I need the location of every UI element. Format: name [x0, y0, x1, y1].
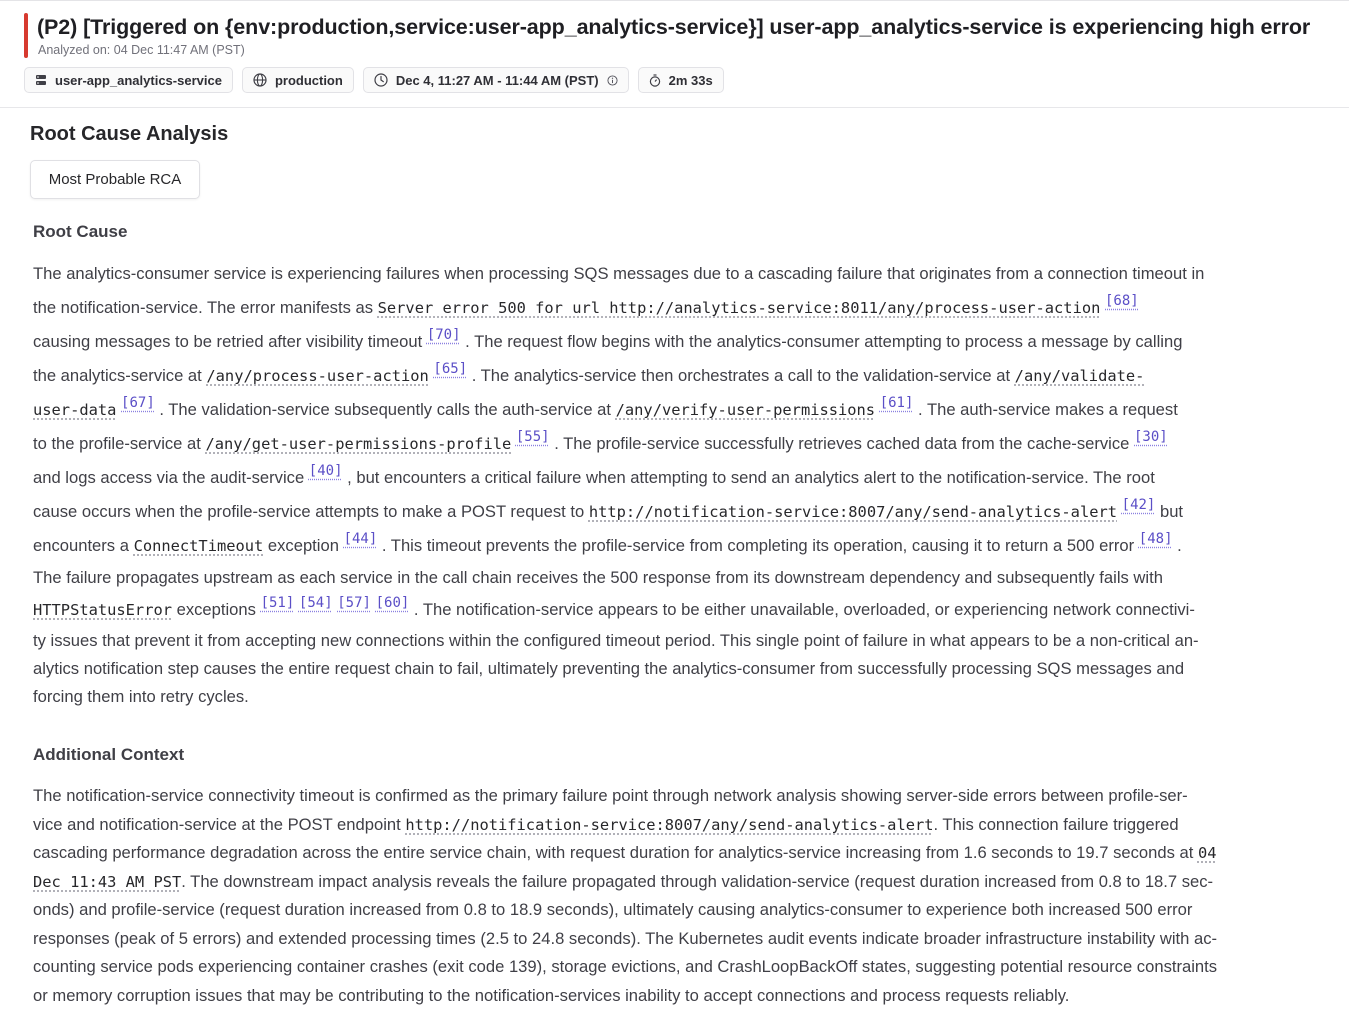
globe-icon [253, 73, 267, 87]
duration-chip[interactable] [638, 67, 724, 93]
incident-title: (P2) [Triggered on {env:production,service:user-app_analytics-service}] user-app_analytics-service is experiencing high error [37, 15, 1311, 39]
inline-code: /any/validate- [1014, 367, 1145, 385]
inline-code: ConnectTimeout [133, 537, 264, 555]
citation-link[interactable]: [51] [260, 595, 295, 611]
inline-code: Server error 500 for url http://analytics-service:8011/any/process-user-action [377, 299, 1101, 317]
time-range-label: Dec 4, 11:27 AM - 11:44 AM (PST) [395, 72, 599, 88]
citation-link[interactable]: [68] [1105, 293, 1139, 309]
duration-label: 2m 33s [668, 72, 713, 88]
priority-indicator [24, 13, 28, 58]
inline-code: http://notification-service:8007/any/send-analytics-alert [588, 503, 1118, 521]
tab-most-probable-rca[interactable]: Most Probable RCA [30, 160, 200, 199]
inline-code: user-data [33, 401, 117, 419]
environment-chip[interactable] [242, 67, 354, 93]
citation-link[interactable]: [42] [1121, 497, 1156, 513]
citation-link[interactable]: [70] [426, 327, 461, 343]
service-chip[interactable] [24, 67, 233, 93]
inline-code: /any/process-user-action [206, 367, 429, 385]
citation-link[interactable]: [57] [337, 595, 371, 611]
citation-link[interactable]: [60] [375, 595, 410, 611]
additional-context-heading: Additional Context [33, 745, 185, 764]
server-icon [35, 74, 47, 86]
incident-header [0, 0, 1349, 108]
inline-code: /any/get-user-permissions-profile [205, 435, 512, 453]
inline-code: Dec 11:43 AM PST [33, 872, 182, 891]
citation-link[interactable]: [44] [343, 531, 378, 547]
root-cause-text: The analytics-consumer service is experiencing failures when processing SQS messages due to a cascading failure that originates from a connection timeout in the notification-service. The error manifests as Server error 500 for url http://analytics-service:8011/any/process-user-action [68] causing messages to be retried after visibility timeout [70] . The request flow begins with the analytics-consumer attempting to process a message by calling the analytics-service at /any/process-user-action [65] . The analytics-service then orchestrates a call to the validation-service at /any/validate- user-data [67] . The validation-service subsequently calls the auth-service at /any/verify-user-permissions [61] . The auth-service makes a request to the profile-service at /any/get-user-permissions-profile [55] . The profile-service successfully retrieves cached data from the cache-service [30] and logs access via the audit-service [40] , but encounters a critical failure when attempting to send an analytics alert to the notification-service. The root cause occurs when the profile-service attempts to make a POST request to http://notification-service:8007/any/send-analytics-alert [42] but encounters a ConnectTimeout exception [44] . This timeout prevents the profile-service from completing its operation, causing it to return a 500 error [48] . The failure propagates upstream as each service in the call chain receives the 500 response from its downstream dependency and subsequently fails with HTTPStatusError exceptions [51] [54] [57] [60] . The notification-service appears to be either unavailable, overloaded, or experiencing network connectivi- ty issues that prevent it from accepting new connections within the configured timeout period. This single point of failure in what appears to be a non-critical an- alytics notification step causes the entire request chain to fail, ultimately preventing the analytics-consumer from successfully processing SQS messages and forcing them into retry cycles. [33, 264, 1205, 706]
citation-link[interactable]: [30] [1134, 429, 1168, 445]
analyzed-timestamp: Analyzed on: 04 Dec 11:47 AM (PST) [38, 43, 245, 57]
root-cause-heading: Root Cause [33, 222, 128, 241]
stopwatch-icon [649, 74, 661, 87]
citation-link[interactable]: [54] [298, 595, 333, 611]
citation-link[interactable]: [61] [879, 395, 914, 411]
incident-chips [24, 67, 724, 93]
service-chip-label: user-app_analytics-service [55, 72, 222, 88]
additional-context-text: The notification-service connectivity timeout is confirmed as the primary failure point through network analysis showing server-side errors between profile-ser- vice and notification-service at the POST endpoint http://notification-service:8007/any/send-analytics-alert. This connection failure triggered cascading performance degradation across the entire service chain, with request duration for analytics-service increasing from 1.6 seconds to 19.7 seconds at 04 Dec 11:43 AM PST. The downstream impact analysis reveals the failure propagated through validation-service (request duration increased from 0.8 to 18.7 sec- onds) and profile-service (request duration increased from 0.8 to 18.9 seconds), ultimately causing analytics-consumer to experience both increased 500 error responses (peak of 5 errors) and extended processing times (2.5 to 24.8 seconds). The Kubernetes audit events indicate broader infrastructure instability with ac- counting service pods experiencing container crashes (exit code 139), storage evictions, and CrashLoopBackOff states, suggesting potential resource constraints or memory corruption issues that may be contributing to the notification-services inability to accept connections and process requests reliably. [33, 786, 1218, 1005]
citation-link[interactable]: [65] [433, 361, 468, 377]
citation-link[interactable]: [67] [121, 395, 155, 411]
clock-icon [374, 73, 388, 87]
environment-chip-label: production [274, 72, 343, 88]
inline-code: 04 [1197, 844, 1217, 862]
citation-link[interactable]: [40] [308, 463, 343, 479]
time-range-chip[interactable] [363, 67, 629, 93]
inline-code: HTTPStatusError [33, 601, 172, 619]
citation-link[interactable]: [55] [515, 429, 550, 445]
info-icon[interactable] [607, 75, 618, 86]
inline-code: http://notification-service:8007/any/send-analytics-alert [405, 815, 934, 834]
inline-code: /any/verify-user-permissions [615, 401, 876, 419]
citation-link[interactable]: [48] [1138, 531, 1173, 547]
rca-section-title: Root Cause Analysis [30, 123, 229, 145]
